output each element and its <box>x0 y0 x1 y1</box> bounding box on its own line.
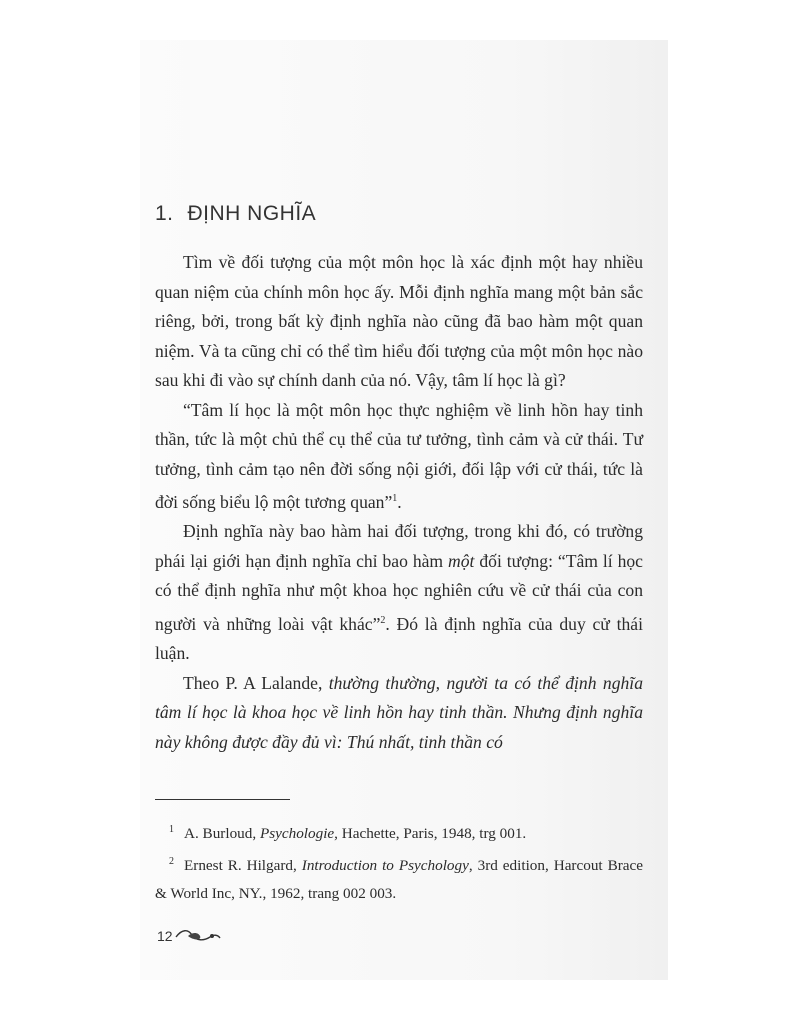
footnote-text: , 3rd edition, Harcout Brace & World Inc, NY., 1962, trang 002 003. <box>155 857 643 903</box>
footnote-2 <box>155 848 643 908</box>
paragraph-4-text-a: Theo P. A Lalande, <box>183 672 329 693</box>
paragraph-4-emphasis: thường thường, người ta có thể định nghĩa tâm lí học là khoa học về linh hồn hay tinh thần. Nhưng định nghĩa này không được đầy đủ vì: Thú nhất, tinh thần có <box>155 672 643 752</box>
paragraph-3-text-c: . Đó là định nghĩa của duy cử thái luận. <box>155 613 643 664</box>
paragraph-1 <box>155 248 643 396</box>
paragraph-2: “Tâm lí học là một môn học thực nghiệm về linh hồn hay tinh thần, tức là một chủ thể cụ thể của tư tưởng, tình cảm và cử thái. Tư tưởng, tình cảm tạo nên đời sống nội giới, đối lập với cử thái, tức là đời sống biểu lộ một tương quan”$^1$. <box>155 399 643 512</box>
section-number: 1. <box>155 202 174 225</box>
book-page <box>155 190 643 908</box>
footnote-text: , Hachette, Paris, 1948, trg 001. <box>334 825 527 843</box>
footnote-ref-1: 1 <box>392 493 398 504</box>
footnote-1 <box>155 816 643 848</box>
footnote-mark: 2 <box>169 856 174 868</box>
paragraph-3-text-b: đối tượng: “Tâm lí học có thể định nghĩa như một khoa học nghiên cứu về cử thái của con người và những loài vật khác” <box>155 550 643 634</box>
page-ornament-icon <box>174 925 222 945</box>
paragraph-3-text-a: Định nghĩa này bao hàm hai đối tượng, trong khi đó, có trường phái lại giới hạn định nghĩa chỉ bao hàm <box>155 521 643 571</box>
footnote-text: A. Burloud, <box>184 825 260 843</box>
footnote-title: Introduction to Psychology <box>301 857 469 875</box>
section-title: ĐỊNH NGHĨA <box>187 202 317 225</box>
footnote-ref-2: 2 <box>380 614 386 626</box>
footnote-divider <box>155 799 290 800</box>
paragraph-1-text: Tìm về đối tượng của một môn học là xác định một hay nhiều quan niệm của chính môn học ấy. Mỗi định nghĩa mang một bản sắc riêng, bởi, trong bất kỳ định nghĩa nào cũng đã bao hàm một quan niệm. Và ta cũng chỉ có thể tìm hiểu đối tượng của một môn học nào sau khi đi vào sự chính danh của nó. Vậy, tâm lí học là gì? <box>155 252 643 390</box>
section-heading <box>155 202 643 226</box>
paragraph-2-text: “Tâm lí học là một môn học thực nghiệm về linh hồn hay tinh thần, tức là một chủ thể cụ thể của tư tưởng, tình cảm và cử thái. Tư tưởng, tình cảm tạo nên đời sống nội giới, đối lập với cử thái, tức là đời sống biểu lộ một tương quan” <box>155 399 643 512</box>
page-number: 12 <box>157 928 173 944</box>
paragraph-3-emphasis: một <box>448 550 475 571</box>
paragraph-3 <box>155 517 643 668</box>
footnote-mark: 1 <box>169 824 174 836</box>
footnote-text: Ernest R. Hilgard, <box>184 857 302 875</box>
paragraph-4 <box>155 669 643 758</box>
footnote-title: Psychologie <box>259 825 335 843</box>
